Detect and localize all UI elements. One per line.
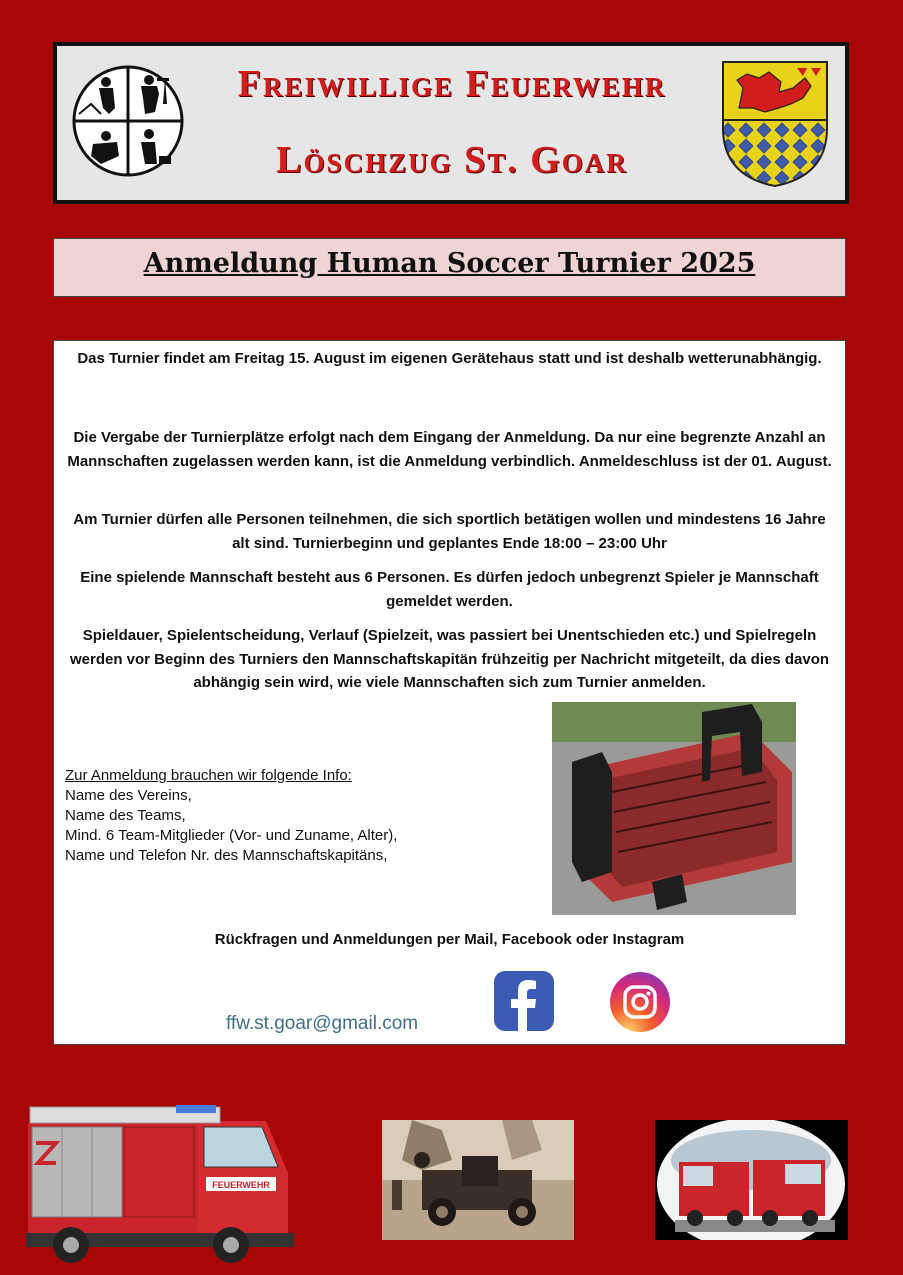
fire-trucks-vignette-photo [655,1120,848,1240]
instagram-icon[interactable] [609,971,671,1033]
paragraph-rules: Spieldauer, Spielentscheidung, Verlauf (Spielzeit, was passiert bei Unentschieden etc.) und Spielregeln werden vor Beginn des Turniers den Mannschaftskapitän frühzeitig per Nachricht mitgeteilt, da dies davon abhängig sein wird, wie viele Mannschaften sich zum Turnier anmelden. [69,627,830,691]
info-item: Mind. 6 Team-Mitglieder (Vor- und Zuname, Alter), [65,827,398,844]
truck-label: FEUERWEHR [212,1180,270,1190]
header-title-line2: Löschzug St. Goar [276,139,628,181]
human-soccer-field-photo [552,702,796,915]
page-title: Anmeldung Human Soccer Turnier 2025 [143,248,756,279]
paragraph-participants: Am Turnier dürfen alle Personen teilnehmen, die sich sportlich betätigen wollen und mindestens 16 Jahre alt sind. Turnierbeginn und geplantes Ende 18:00 – 23:00 Uhr [73,511,826,552]
info-item: Name und Telefon Nr. des Mannschaftskapitäns, [65,847,388,864]
content-panel [53,340,846,1045]
paragraph-team-size: Eine spielende Mannschaft besteht aus 6 Personen. Es dürfen jedoch unbegrenzt Spieler je Mannschaft gemeldet werden. [80,569,819,610]
info-item: Name des Vereins, [65,787,192,804]
email-link[interactable]: ffw.st.goar@gmail.com [226,1013,419,1034]
info-list [65,766,535,866]
historic-fire-truck-photo [382,1120,574,1240]
fire-brigade-emblem-icon [71,64,185,178]
header-banner [53,42,849,204]
fire-truck-photo [26,1103,296,1265]
header-title-line1: Freiwillige Feuerwehr [237,63,667,105]
paragraph-allocation: Die Vergabe der Turnierplätze erfolgt nach dem Eingang der Anmeldung. Da nur eine begrenzte Anzahl an Mannschaften zugelassen werden kann, ist die Anmeldung verbindlich. Anmeldeschluss ist der 01. August. [67,429,832,470]
facebook-icon[interactable] [494,971,554,1031]
coat-of-arms-icon [719,58,831,190]
info-heading: Zur Anmeldung brauchen wir folgende Info: [65,767,352,784]
contact-text: Rückfragen und Anmeldungen per Mail, Facebook oder Instagram [214,931,685,948]
title-box [53,238,846,297]
info-item: Name des Teams, [65,807,186,824]
paragraph-date: Das Turnier findet am Freitag 15. August im eigenen Gerätehaus statt und ist deshalb wetterunabhängig. [77,350,822,367]
